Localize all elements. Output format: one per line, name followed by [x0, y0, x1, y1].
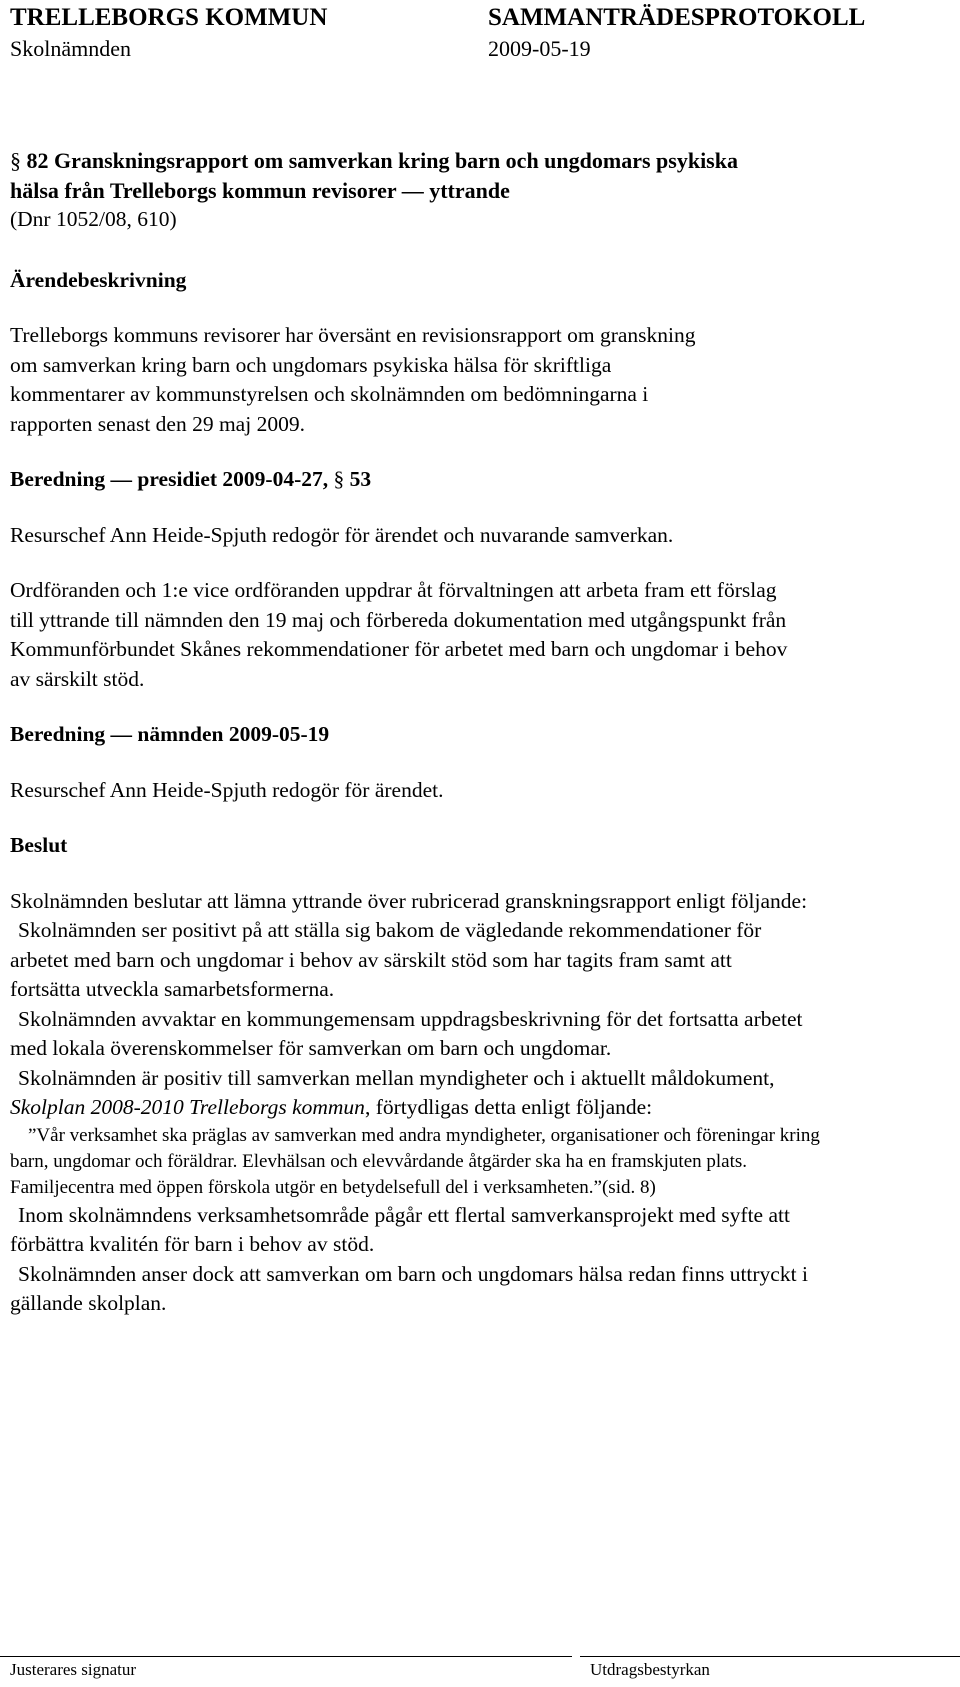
case-dnr: (Dnr 1052/08, 610)	[10, 207, 177, 231]
justerares-signatur-label: Justerares signatur	[10, 1660, 137, 1679]
meeting-date: 2009-05-19	[488, 36, 591, 61]
footer-divider-left	[0, 1656, 572, 1657]
committee-name: Skolnämnden	[10, 36, 131, 61]
beslut-intro: Skolnämnden beslutar att lämna yttrande över rubricerad granskningsrapport enligt följande:	[10, 888, 808, 913]
municipality-name: TRELLEBORGS KOMMUN	[10, 4, 328, 31]
heading-presidiet-prefix: Beredning — presidiet 2009-04-27,	[10, 467, 334, 491]
heading-beredning-namnden: Beredning — nämnden 2009-05-19	[10, 722, 330, 746]
document-body	[10, 146, 945, 1319]
skolplan-quote: ”Vår verksamhet ska präglas av samverkan med andra myndigheter, organisationer och föreningar kring barn, ungdomar och föräldrar. Elevhälsan och elevvårdande åtgärder ska ha en framskjuten plats. Familjecentra med öppen förskola utgör en betydelsefull del i verksamheten.”(sid. 8)	[10, 1124, 820, 1198]
case-title-line2: hälsa från Trelleborgs kommun revisorer — yttrande	[10, 177, 510, 203]
footer-divider-right	[580, 1656, 960, 1657]
skolplan-title: Skolplan 2008-2010 Trelleborgs kommun	[10, 1095, 365, 1119]
arendebeskrivning-text: Trelleborgs kommuns revisorer har översänt en revisionsrapport om granskning om samverkan kring barn och ungdomars psykiska hälsa för skriftliga kommentarer av kommunstyrelsen och skolnämnden om bedömningarna i rapporten senast den 29 maj 2009.	[10, 323, 696, 436]
beslut-paragraph-5: Skolnämnden anser dock att samverkan om barn och ungdomars hälsa redan finns uttryckt i gällande skolplan.	[10, 1261, 808, 1315]
beslut-p3-text-b: , förtydligas detta enligt följande:	[364, 1095, 653, 1119]
case-title	[10, 146, 945, 205]
beslut-paragraph-2: Skolnämnden avvaktar en kommungemensam uppdragsbeskrivning för det fortsatta arbetet med lokala överenskommelser för samverkan om barn och ungdomar.	[10, 1006, 803, 1060]
heading-arendebeskrivning: Ärendebeskrivning	[10, 267, 187, 292]
heading-presidiet-suffix: 53	[344, 467, 372, 491]
presidiet-text-1: Resurschef Ann Heide-Spjuth redogör för ärendet och nuvarande samverkan.	[10, 522, 674, 547]
presidiet-text-2: Ordföranden och 1:e vice ordföranden uppdrar åt förvaltningen att arbeta fram ett förslag till yttrande till nämnden den 19 maj och förbereda dokumentation med utgångspunkt från Kommunförbundet Skånes rekommendationer för arbetet med barn och ungdomar i behov av särskilt stöd.	[10, 578, 788, 691]
page-footer	[0, 1656, 960, 1687]
utdragsbestyrkan-label: Utdragsbestyrkan	[590, 1660, 710, 1679]
namnden-text: Resurschef Ann Heide-Spjuth redogör för ärendet.	[10, 777, 444, 802]
beslut-paragraph-1: Skolnämnden ser positivt på att ställa sig bakom de vägledande rekommendationer för arbetet med barn och ungdomar i behov av särskilt stöd som har tagits fram samt att fortsätta utveckla samarbetsformerna.	[10, 918, 762, 1001]
beslut-paragraph-4: Inom skolnämndens verksamhetsområde pågår ett flertal samverkansprojekt med syfte att förbättra kvalitén för barn i behov av stöd.	[10, 1202, 790, 1256]
document-type: SAMMANTRÄDESPROTOKOLL	[488, 4, 866, 31]
heading-beslut: Beslut	[10, 833, 68, 857]
beslut-p3-text-a: Skolnämnden är positiv till samverkan mellan myndigheter och i aktuellt måldokument,	[18, 1065, 775, 1090]
section-symbol: §	[333, 467, 345, 491]
section-symbol: §	[10, 148, 21, 173]
beslut-paragraph-3	[10, 1064, 820, 1123]
case-title-line1: 82 Granskningsrapport om samverkan kring barn och ungdomars psykiska	[21, 148, 738, 173]
heading-beredning-presidiet	[10, 465, 945, 495]
